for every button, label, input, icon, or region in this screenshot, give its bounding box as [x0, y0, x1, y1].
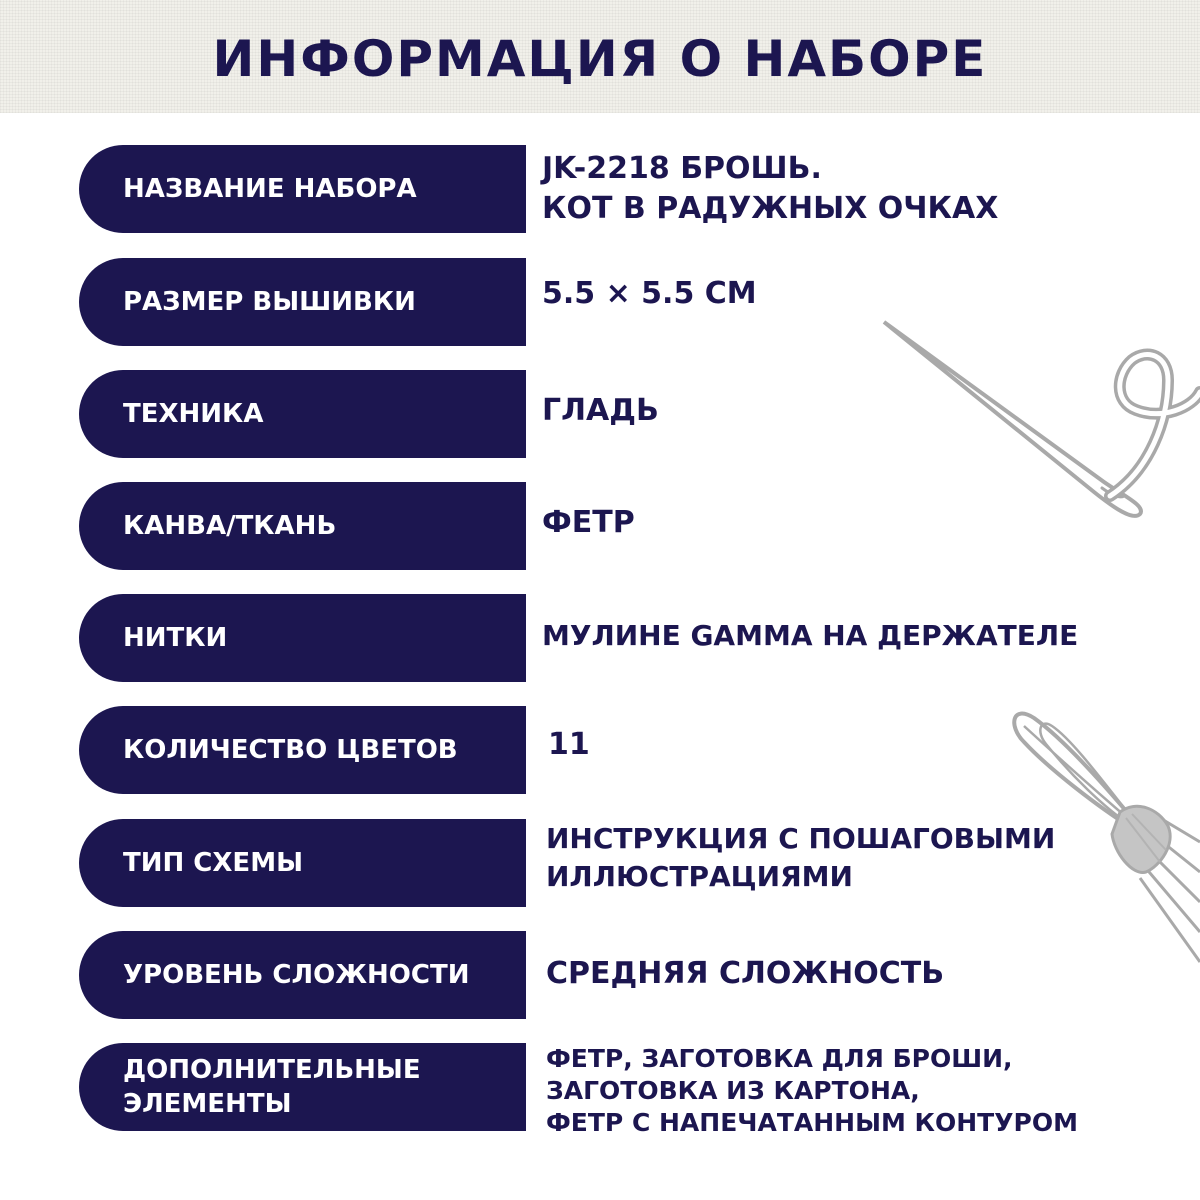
- info-row-kit-name: [0, 145, 1200, 235]
- label-pill: [79, 145, 526, 233]
- info-row-fabric: [0, 482, 1200, 572]
- label-text: НАЗВАНИЕ НАБОРА: [123, 174, 417, 204]
- value-text: ФЕТР, ЗАГОТОВКА ДЛЯ БРОШИ, ЗАГОТОВКА ИЗ КАРТОНА, ФЕТР С НАПЕЧАТАННЫМ КОНТУРОМ: [546, 1044, 1078, 1137]
- value-text: ИНСТРУКЦИЯ С ПОШАГОВЫМИ ИЛЛЮСТРАЦИЯМИ: [546, 822, 1056, 893]
- label-text: КОЛИЧЕСТВО ЦВЕТОВ: [123, 735, 458, 765]
- value-text-box: [542, 258, 757, 348]
- label-text: ТЕХНИКА: [123, 399, 264, 429]
- label-text: НИТКИ: [123, 623, 228, 653]
- value-text: ФЕТР: [542, 505, 635, 540]
- value-text-box: [546, 1039, 1078, 1143]
- label-pill: [79, 931, 526, 1019]
- info-row-threads: [0, 594, 1200, 684]
- value-text: ГЛАДЬ: [542, 393, 659, 428]
- label-pill: [79, 594, 526, 682]
- value-text: СРЕДНЯЯ СЛОЖНОСТЬ: [546, 956, 945, 991]
- label-pill: [79, 370, 526, 458]
- label-text: ТИП СХЕМЫ: [123, 848, 304, 878]
- info-row-color-count: [0, 706, 1200, 796]
- value-text-box: [546, 931, 944, 1019]
- label-pill: [79, 482, 526, 570]
- value-text-box: [542, 370, 659, 458]
- value-text: JK-2218 БРОШЬ. КОТ В РАДУЖНЫХ ОЧКАХ: [542, 151, 999, 226]
- value-text-box: [542, 145, 998, 233]
- page-title: ИНФОРМАЦИЯ О НАБОРЕ: [212, 30, 988, 88]
- label-text: КАНВА/ТКАНЬ: [123, 511, 337, 541]
- label-pill: [79, 258, 526, 346]
- value-text: 5.5 × 5.5 СМ: [542, 276, 757, 311]
- info-row-scheme-type: [0, 819, 1200, 909]
- value-text-box: [548, 706, 590, 794]
- label-text: РАЗМЕР ВЫШИВКИ: [123, 287, 416, 317]
- header-banner: [0, 0, 1200, 113]
- info-row-embroidery-size: [0, 258, 1200, 348]
- info-row-difficulty: [0, 931, 1200, 1021]
- label-text: УРОВЕНЬ СЛОЖНОСТИ: [123, 960, 470, 990]
- value-text-box: [542, 594, 1078, 682]
- info-row-technique: [0, 370, 1200, 460]
- value-text-box: [546, 819, 1055, 907]
- info-row-extra-items: [0, 1043, 1200, 1137]
- label-pill: [79, 819, 526, 907]
- label-pill: [79, 1043, 526, 1131]
- value-text: 11: [548, 727, 590, 762]
- label-pill: [79, 706, 526, 794]
- value-text-box: [542, 482, 635, 570]
- value-text: МУЛИНЕ GAMMA НА ДЕРЖАТЕЛЕ: [542, 619, 1079, 652]
- label-text: ДОПОЛНИТЕЛЬНЫЕ ЭЛЕМЕНТЫ: [123, 1055, 421, 1119]
